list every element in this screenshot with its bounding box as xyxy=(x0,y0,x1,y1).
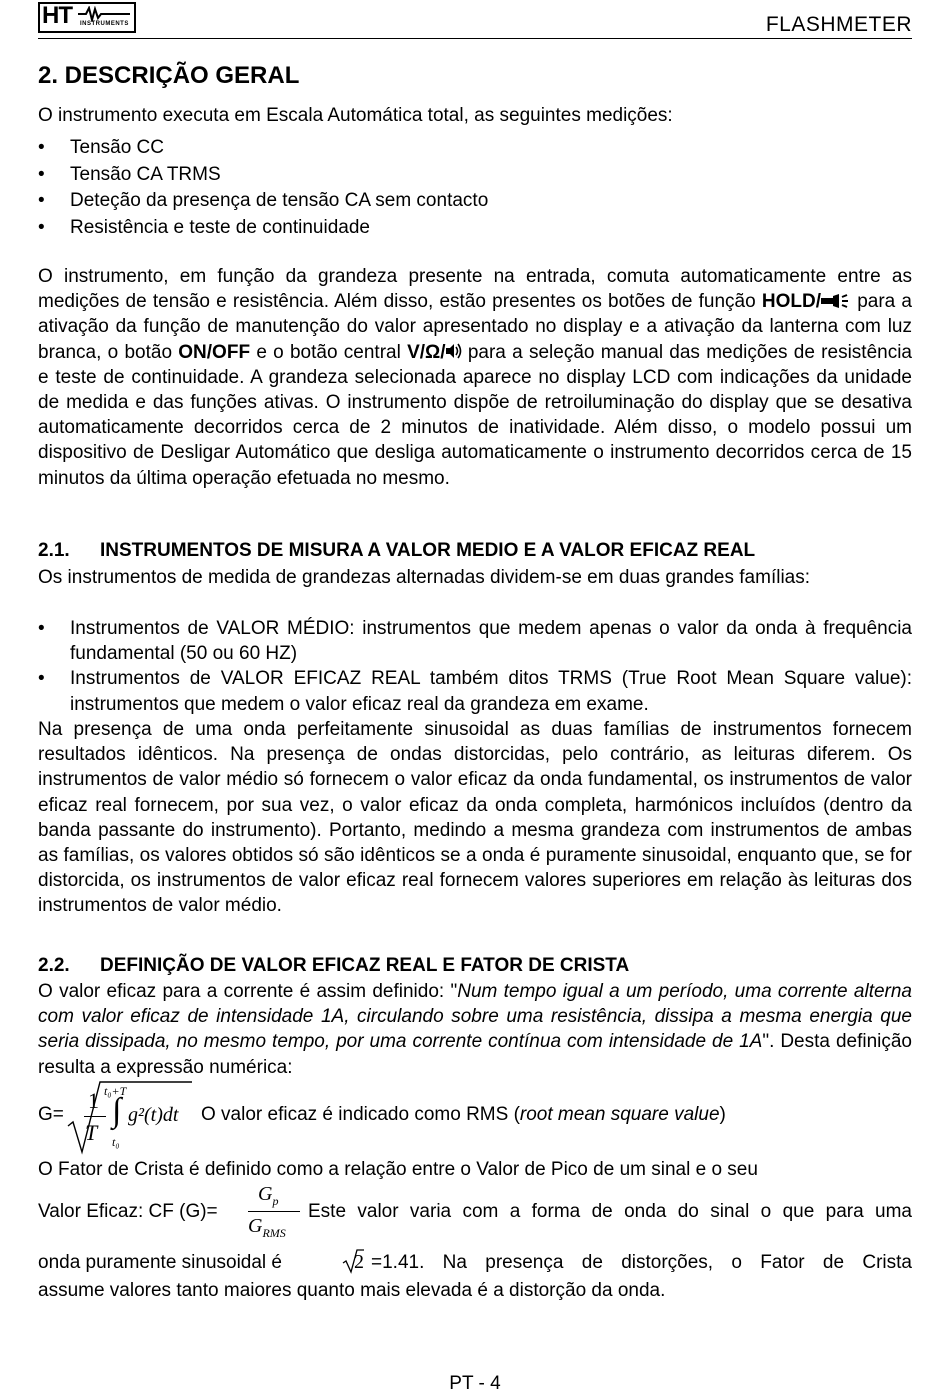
lower-limit: t₀ xyxy=(112,1135,120,1149)
crest-denominator xyxy=(248,1215,286,1241)
flashlight-icon xyxy=(821,293,851,309)
crest-rhs: Este valor varia com a forma de onda do sinal o que para uma xyxy=(308,1201,912,1222)
measurement-list xyxy=(38,135,912,241)
crest-factor-formula xyxy=(38,1183,912,1243)
trms-paragraph: Na presença de uma onda perfeitamente sinusoidal as duas famílias de instrumentos fornecem resultados idênticos. Na presença de ondas distorcidas, pelo contrário, as leituras diferem. Os instrumentos de valor médio só fornecem o valor eficaz da onda fundamental, os instrumentos de valor eficaz real fornecem, por sua vez, o valor eficaz da onda completa, harmónicos incluídos (dentro da banda passante do instrumento). Portanto, medindo a mesma grandeza com instrumentos de ambas as famílias, os valores obtidos só são idênticos se a onda é puramente sinusoidal, enquanto que, se for distorcida, os instrumentos de valor eficaz real fornecem valores superiores em relação às leituras dos instrumentos de valor médio. xyxy=(38,719,912,917)
rms-formula xyxy=(38,1080,912,1160)
fraction-denominator: T xyxy=(85,1120,98,1145)
fraction-numerator: 1 xyxy=(88,1088,99,1113)
text: G xyxy=(258,1183,273,1205)
list-item: • Instrumentos de VALOR MÉDIO: instrumentos que medem apenas o valor da onda à frequência fundamental (50 ou 60 HZ) xyxy=(38,616,912,666)
rms-definition xyxy=(38,979,912,1080)
list-item: • Resistência e teste de continuidade xyxy=(38,215,912,242)
text: ". Desta definição resulta a expressão numérica: xyxy=(38,1031,912,1078)
text: G xyxy=(248,1215,263,1237)
text: root mean square value xyxy=(519,1104,720,1125)
section-heading: 2. DESCRIÇÃO GERAL xyxy=(38,62,300,89)
subsection-number: 2.2. xyxy=(38,955,70,976)
crest-lhs: Valor Eficaz: CF (G)= xyxy=(38,1201,218,1222)
page-header xyxy=(38,0,912,40)
crest-factor-conclusion: assume valores tanto maiores quanto mais elevada é a distorção da onda. xyxy=(38,1280,666,1301)
integrand: g²(t)dt xyxy=(128,1104,179,1126)
text: RMS xyxy=(262,1226,286,1240)
text: ) xyxy=(719,1104,726,1125)
description-paragraph xyxy=(38,264,912,491)
text: para a ativação da função de manutenção do valor apresentado no display e a ativação da lanterna com luz branca, o botão xyxy=(38,291,913,363)
list-item: • Instrumentos de VALOR EFICAZ REAL também ditos TRMS (True Root Mean Square value): instrumentos que medem o valor eficaz real da grandeza em exame. xyxy=(38,666,912,716)
crest-numerator xyxy=(258,1183,278,1209)
page-number: PT - 4 xyxy=(449,1373,501,1394)
text: =1.41. Na presença de distorções, o Fator de Crista xyxy=(371,1252,912,1273)
subsection-number: 2.1. xyxy=(38,540,70,561)
crest-fraction-bar xyxy=(248,1211,300,1212)
section-intro: O instrumento executa em Escala Automática total, as seguintes medições: xyxy=(38,105,673,126)
subsection-heading xyxy=(38,540,755,562)
sqrt-argument: 2 xyxy=(354,1251,364,1273)
instrument-families-list xyxy=(38,616,912,717)
text: O valor eficaz para a corrente é assim definido: " xyxy=(38,981,458,1002)
header-divider xyxy=(38,38,912,39)
text: O instrumento, em função da grandeza presente na entrada, comuta automaticamente entre as medições de tensão e resistência. Além disso, estão presentes os botões de função xyxy=(38,266,912,313)
list-item: • Tensão CA TRMS xyxy=(38,162,912,189)
subsection-title: INSTRUMENTOS DE MISURA A VALOR MEDIO E A VALOR EFICAZ REAL xyxy=(100,540,756,561)
waveform-icon xyxy=(78,6,130,22)
continuity-buzzer-icon xyxy=(446,342,462,360)
formula-lhs: G= xyxy=(38,1104,64,1125)
crest-factor-intro: O Fator de Crista é definido como a relação entre o Valor de Pico de um sinal e o seu xyxy=(38,1159,758,1180)
list-item: • Tensão CC xyxy=(38,135,912,162)
fraction-bar xyxy=(84,1116,106,1117)
definition-quote: Num tempo igual a um período, uma corrente alterna com valor eficaz de intensidade 1A, circulando sobre uma resistência, dissipa a mesma energia que seria dissipada, no mesmo tempo, por uma corrente contínua com intensidade de 1A xyxy=(38,981,912,1053)
subsection-title: DEFINIÇÃO DE VALOR EFICAZ REAL E FATOR DE CRISTA xyxy=(100,955,630,976)
integral-sign: ∫ xyxy=(112,1092,122,1129)
rms-description xyxy=(201,1104,726,1126)
sine-crest-line xyxy=(38,1252,912,1278)
text: onda puramente sinusoidal é xyxy=(38,1252,283,1273)
onoff-button-label: ON/OFF xyxy=(178,341,251,363)
list-item: • Deteção da presença de tensão CA sem contacto xyxy=(38,188,912,215)
upper-limit: t₀+T xyxy=(104,1084,127,1098)
document-title: FLASHMETER xyxy=(765,13,912,36)
text: O valor eficaz é indicado como RMS ( xyxy=(201,1104,520,1125)
ht-logo xyxy=(38,2,136,33)
subsection-intro: Os instrumentos de medida de grandezas alternadas dividem-se em duas grandes famílias: xyxy=(38,567,811,588)
mode-button-label: V/Ω/ xyxy=(407,341,446,363)
subsection-heading xyxy=(38,955,629,977)
logo-subtext: INSTRUMENTS xyxy=(80,21,129,27)
text: p xyxy=(272,1194,279,1208)
logo-text: HT xyxy=(42,2,72,29)
text: e o botão central xyxy=(256,341,401,363)
text: para a seleção manual das medições de resistência e teste de continuidade. A grandeza selecionada aparece no display LCD com indicações da unidade de medida e das funções ativas. O instrumento dispõe de retroiluminação do display que se desativa automaticamente decorridos cerca de 2 minutos de inatividade. Além disso, o modelo possui um dispositivo de Desligar Automático que desliga automaticamente o instrumento decorridos cerca de 15 minutos da última operação efetuada no mesmo. xyxy=(38,341,912,489)
hold-button-label: HOLD/ xyxy=(761,291,821,313)
